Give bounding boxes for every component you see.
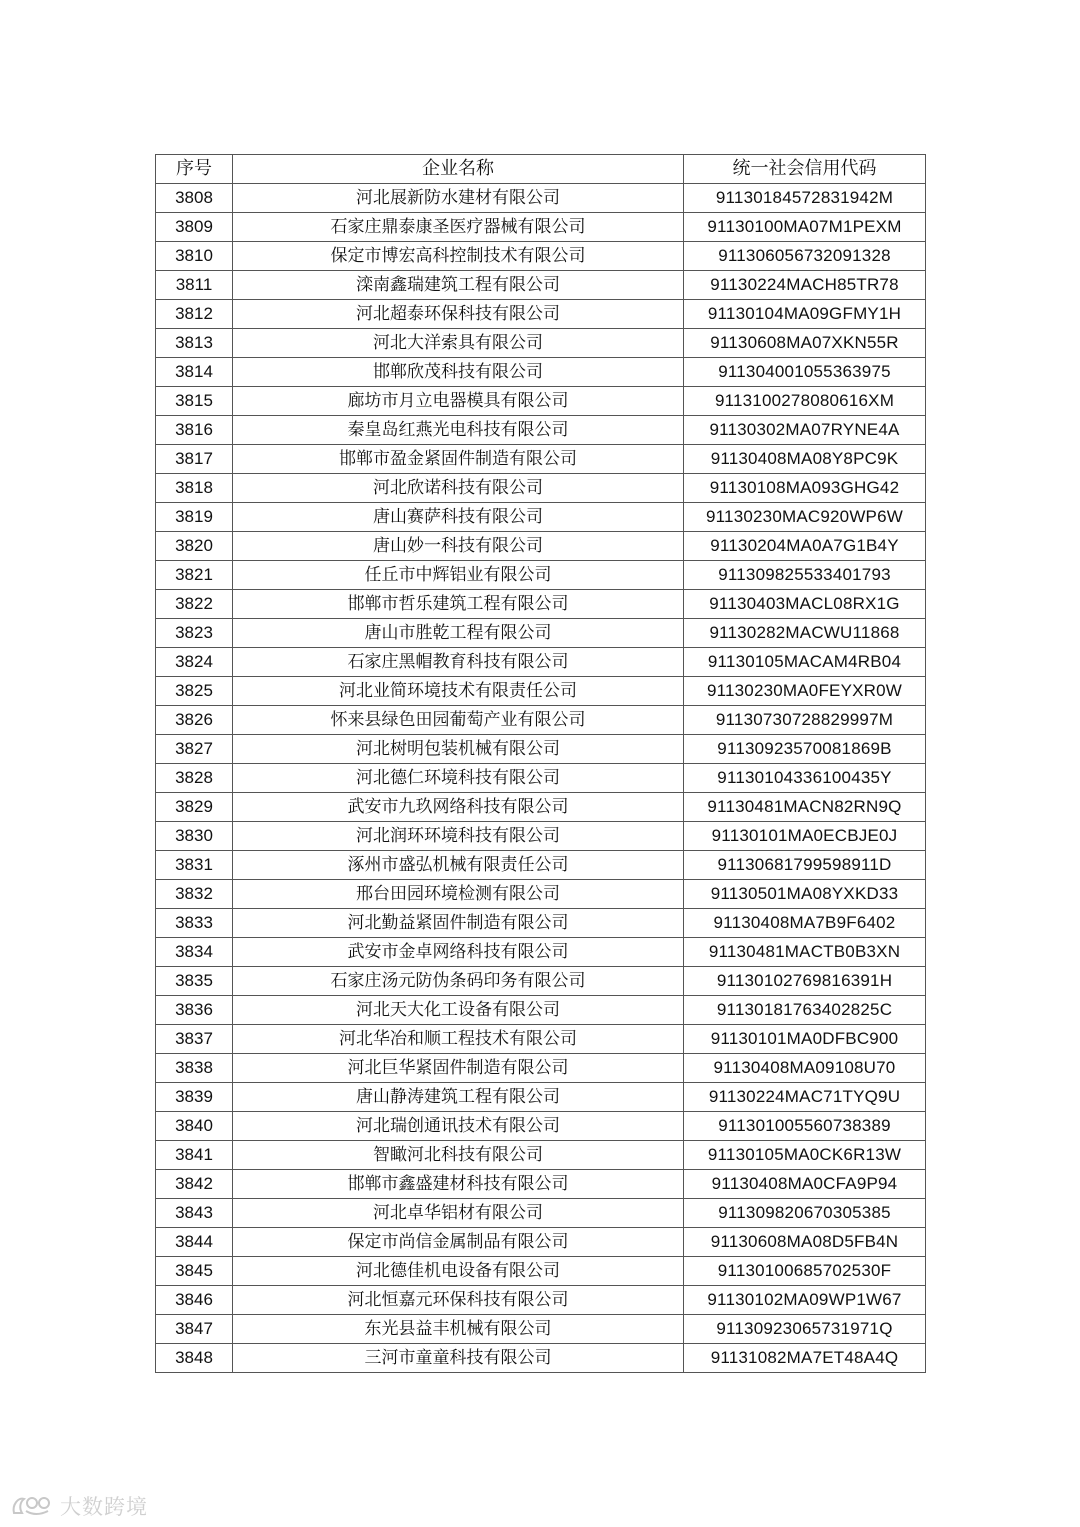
table-row [156, 1025, 926, 1054]
cell-company-name: 邯郸市盈金紧固件制造有限公司 [233, 445, 684, 474]
cell-serial: 3818 [156, 474, 233, 503]
cell-serial: 3848 [156, 1344, 233, 1373]
cell-company-name: 邯郸市鑫盛建材科技有限公司 [233, 1170, 684, 1199]
cell-serial: 3824 [156, 648, 233, 677]
cell-serial: 3827 [156, 735, 233, 764]
cell-serial: 3829 [156, 793, 233, 822]
cell-serial: 3846 [156, 1286, 233, 1315]
cell-credit-code: 91130104336100435Y [684, 764, 926, 793]
cell-serial: 3839 [156, 1083, 233, 1112]
cell-serial: 3825 [156, 677, 233, 706]
brand-logo-icon [10, 1493, 54, 1519]
cell-credit-code: 91130181763402825C [684, 996, 926, 1025]
cell-credit-code: 91130608MA07XKN55R [684, 329, 926, 358]
cell-serial: 3832 [156, 880, 233, 909]
cell-serial: 3835 [156, 967, 233, 996]
cell-serial: 3817 [156, 445, 233, 474]
cell-serial: 3812 [156, 300, 233, 329]
cell-credit-code: 91130104MA09GFMY1H [684, 300, 926, 329]
table-row [156, 445, 926, 474]
cell-serial: 3826 [156, 706, 233, 735]
cell-company-name: 武安市金卓网络科技有限公司 [233, 938, 684, 967]
table-row [156, 1315, 926, 1344]
cell-credit-code: 91130302MA07RYNE4A [684, 416, 926, 445]
cell-company-name: 三河市童童科技有限公司 [233, 1344, 684, 1373]
table-row [156, 1054, 926, 1083]
cell-serial: 3820 [156, 532, 233, 561]
table-row [156, 648, 926, 677]
cell-company-name: 滦南鑫瑞建筑工程有限公司 [233, 271, 684, 300]
cell-serial: 3840 [156, 1112, 233, 1141]
cell-serial: 3844 [156, 1228, 233, 1257]
cell-serial: 3837 [156, 1025, 233, 1054]
table-row [156, 1170, 926, 1199]
table-row [156, 822, 926, 851]
cell-company-name: 河北德仁环境科技有限公司 [233, 764, 684, 793]
table-row [156, 1199, 926, 1228]
table-row [156, 1141, 926, 1170]
cell-credit-code: 91130403MACL08RX1G [684, 590, 926, 619]
cell-company-name: 邯郸市哲乐建筑工程有限公司 [233, 590, 684, 619]
table-row [156, 1112, 926, 1141]
cell-serial: 3816 [156, 416, 233, 445]
cell-serial: 3847 [156, 1315, 233, 1344]
table-row [156, 938, 926, 967]
table-row [156, 1344, 926, 1373]
enterprise-table [155, 154, 926, 1373]
cell-credit-code: 91130730728829997M [684, 706, 926, 735]
table-row [156, 300, 926, 329]
cell-credit-code: 91130608MA08D5FB4N [684, 1228, 926, 1257]
cell-credit-code: 91130923570081869B [684, 735, 926, 764]
cell-credit-code: 91130102MA09WP1W67 [684, 1286, 926, 1315]
cell-serial: 3821 [156, 561, 233, 590]
cell-credit-code: 91130282MACWU11868 [684, 619, 926, 648]
table-row [156, 851, 926, 880]
table-row [156, 474, 926, 503]
cell-serial: 3831 [156, 851, 233, 880]
cell-serial: 3809 [156, 213, 233, 242]
cell-company-name: 保定市博宏高科控制技术有限公司 [233, 242, 684, 271]
table-row [156, 503, 926, 532]
cell-serial: 3811 [156, 271, 233, 300]
table-header-row [156, 155, 926, 184]
cell-company-name: 唐山妙一科技有限公司 [233, 532, 684, 561]
cell-company-name: 智瞰河北科技有限公司 [233, 1141, 684, 1170]
cell-credit-code: 91130101MA0DFBC900 [684, 1025, 926, 1054]
cell-credit-code: 91130408MA08Y8PC9K [684, 445, 926, 474]
cell-credit-code: 91130408MA0CFA9P94 [684, 1170, 926, 1199]
cell-credit-code: 91130204MA0A7G1B4Y [684, 532, 926, 561]
table-row [156, 1228, 926, 1257]
table-row [156, 793, 926, 822]
cell-company-name: 河北欣诺科技有限公司 [233, 474, 684, 503]
cell-company-name: 秦皇岛红燕光电科技有限公司 [233, 416, 684, 445]
cell-serial: 3828 [156, 764, 233, 793]
cell-serial: 3833 [156, 909, 233, 938]
table-row [156, 880, 926, 909]
cell-serial: 3843 [156, 1199, 233, 1228]
cell-credit-code: 91130105MACAM4RB04 [684, 648, 926, 677]
cell-credit-code: 91130501MA08YXKD33 [684, 880, 926, 909]
watermark [10, 1490, 148, 1522]
cell-company-name: 邢台田园环境检测有限公司 [233, 880, 684, 909]
table-row [156, 271, 926, 300]
cell-serial: 3813 [156, 329, 233, 358]
cell-credit-code: 91130408MA7B9F6402 [684, 909, 926, 938]
cell-credit-code: 91130224MAC71TYQ9U [684, 1083, 926, 1112]
table-row [156, 590, 926, 619]
header-credit-code: 统一社会信用代码 [684, 155, 926, 184]
table-row [156, 1286, 926, 1315]
table-row [156, 387, 926, 416]
cell-company-name: 武安市九玖网络科技有限公司 [233, 793, 684, 822]
cell-credit-code: 91130230MA0FEYXR0W [684, 677, 926, 706]
cell-credit-code: 911310027808061​6XM [684, 387, 926, 416]
cell-serial: 3830 [156, 822, 233, 851]
cell-company-name: 河北大洋索具有限公司 [233, 329, 684, 358]
cell-company-name: 怀来县绿色田园葡萄产业有限公司 [233, 706, 684, 735]
cell-serial: 3845 [156, 1257, 233, 1286]
cell-company-name: 石家庄鼎泰康圣医疗器械有限公司 [233, 213, 684, 242]
cell-serial: 3836 [156, 996, 233, 1025]
cell-credit-code: 91130681799598911D [684, 851, 926, 880]
cell-serial: 3834 [156, 938, 233, 967]
cell-company-name: 河北天大化工设备有限公司 [233, 996, 684, 1025]
cell-company-name: 石家庄汤元防伪条码印务有限公司 [233, 967, 684, 996]
table-row [156, 242, 926, 271]
cell-company-name: 涿州市盛弘机械有限责任公司 [233, 851, 684, 880]
table-row [156, 706, 926, 735]
cell-company-name: 河北瑞创通讯技术有限公司 [233, 1112, 684, 1141]
cell-company-name: 河北德佳机电设备有限公司 [233, 1257, 684, 1286]
cell-company-name: 唐山赛萨科技有限公司 [233, 503, 684, 532]
cell-company-name: 河北业简环境技术有限责任公司 [233, 677, 684, 706]
table-row [156, 619, 926, 648]
cell-company-name: 唐山市胜乾工程有限公司 [233, 619, 684, 648]
table-body [156, 184, 926, 1373]
cell-serial: 3841 [156, 1141, 233, 1170]
table-row [156, 1257, 926, 1286]
cell-company-name: 河北超泰环保科技有限公司 [233, 300, 684, 329]
cell-company-name: 任丘市中辉铝业有限公司 [233, 561, 684, 590]
cell-credit-code: 911309820670305385 [684, 1199, 926, 1228]
cell-serial: 3838 [156, 1054, 233, 1083]
table-row [156, 996, 926, 1025]
cell-credit-code: 911306056732091328 [684, 242, 926, 271]
cell-credit-code: 91130105MA0CK6R13W [684, 1141, 926, 1170]
cell-company-name: 河北华冶和顺工程技术有限公司 [233, 1025, 684, 1054]
cell-credit-code: 91131082MA7ET48A4Q [684, 1344, 926, 1373]
cell-serial: 3814 [156, 358, 233, 387]
cell-credit-code: 91130102769816391H [684, 967, 926, 996]
cell-credit-code: 911304001055363975 [684, 358, 926, 387]
cell-credit-code: 91130408MA09108U70 [684, 1054, 926, 1083]
cell-serial: 3842 [156, 1170, 233, 1199]
cell-credit-code: 91130100MA07M1PEXM [684, 213, 926, 242]
cell-company-name: 河北恒嘉元环保科技有限公司 [233, 1286, 684, 1315]
header-serial: 序号 [156, 155, 233, 184]
cell-serial: 3823 [156, 619, 233, 648]
cell-company-name: 河北巨华紧固件制造有限公司 [233, 1054, 684, 1083]
table-row [156, 358, 926, 387]
table-row [156, 213, 926, 242]
cell-company-name: 东光县益丰机械有限公司 [233, 1315, 684, 1344]
cell-credit-code: 91130923065731971Q [684, 1315, 926, 1344]
cell-company-name: 河北展新防水建材有限公司 [233, 184, 684, 213]
cell-company-name: 唐山静涛建筑工程有限公司 [233, 1083, 684, 1112]
cell-credit-code: 91130101MA0ECBJE0J [684, 822, 926, 851]
cell-credit-code: 91130108MA093GHG42 [684, 474, 926, 503]
table-row [156, 561, 926, 590]
cell-company-name: 石家庄黑帽教育科技有限公司 [233, 648, 684, 677]
cell-credit-code: 911309825533401793 [684, 561, 926, 590]
cell-credit-code: 91130184572831942M [684, 184, 926, 213]
cell-credit-code: 911301005560738389 [684, 1112, 926, 1141]
table-row [156, 532, 926, 561]
cell-company-name: 河北卓华铝材有限公司 [233, 1199, 684, 1228]
cell-serial: 3822 [156, 590, 233, 619]
table-row [156, 677, 926, 706]
table-row [156, 1083, 926, 1112]
cell-company-name: 河北树明包装机械有限公司 [233, 735, 684, 764]
cell-company-name: 邯郸欣茂科技有限公司 [233, 358, 684, 387]
table-row [156, 416, 926, 445]
cell-company-name: 廊坊市月立电器模具有限公司 [233, 387, 684, 416]
watermark-text: 大数跨境 [60, 1495, 148, 1519]
cell-company-name: 保定市尚信金属制品有限公司 [233, 1228, 684, 1257]
cell-credit-code: 91130481MACN82RN9Q [684, 793, 926, 822]
header-company-name: 企业名称 [233, 155, 684, 184]
cell-serial: 3810 [156, 242, 233, 271]
table-row [156, 735, 926, 764]
table-row [156, 764, 926, 793]
cell-credit-code: 91130100685702530F [684, 1257, 926, 1286]
cell-serial: 3819 [156, 503, 233, 532]
table-row [156, 967, 926, 996]
cell-credit-code: 91130224MACH85TR78 [684, 271, 926, 300]
cell-company-name: 河北勤益紧固件制造有限公司 [233, 909, 684, 938]
cell-serial: 3815 [156, 387, 233, 416]
cell-serial: 3808 [156, 184, 233, 213]
table-row [156, 184, 926, 213]
table-row [156, 329, 926, 358]
cell-company-name: 河北润环环境科技有限公司 [233, 822, 684, 851]
table-row [156, 909, 926, 938]
cell-credit-code: 91130481MACTB0B3XN [684, 938, 926, 967]
cell-credit-code: 91130230MAC920WP6W [684, 503, 926, 532]
